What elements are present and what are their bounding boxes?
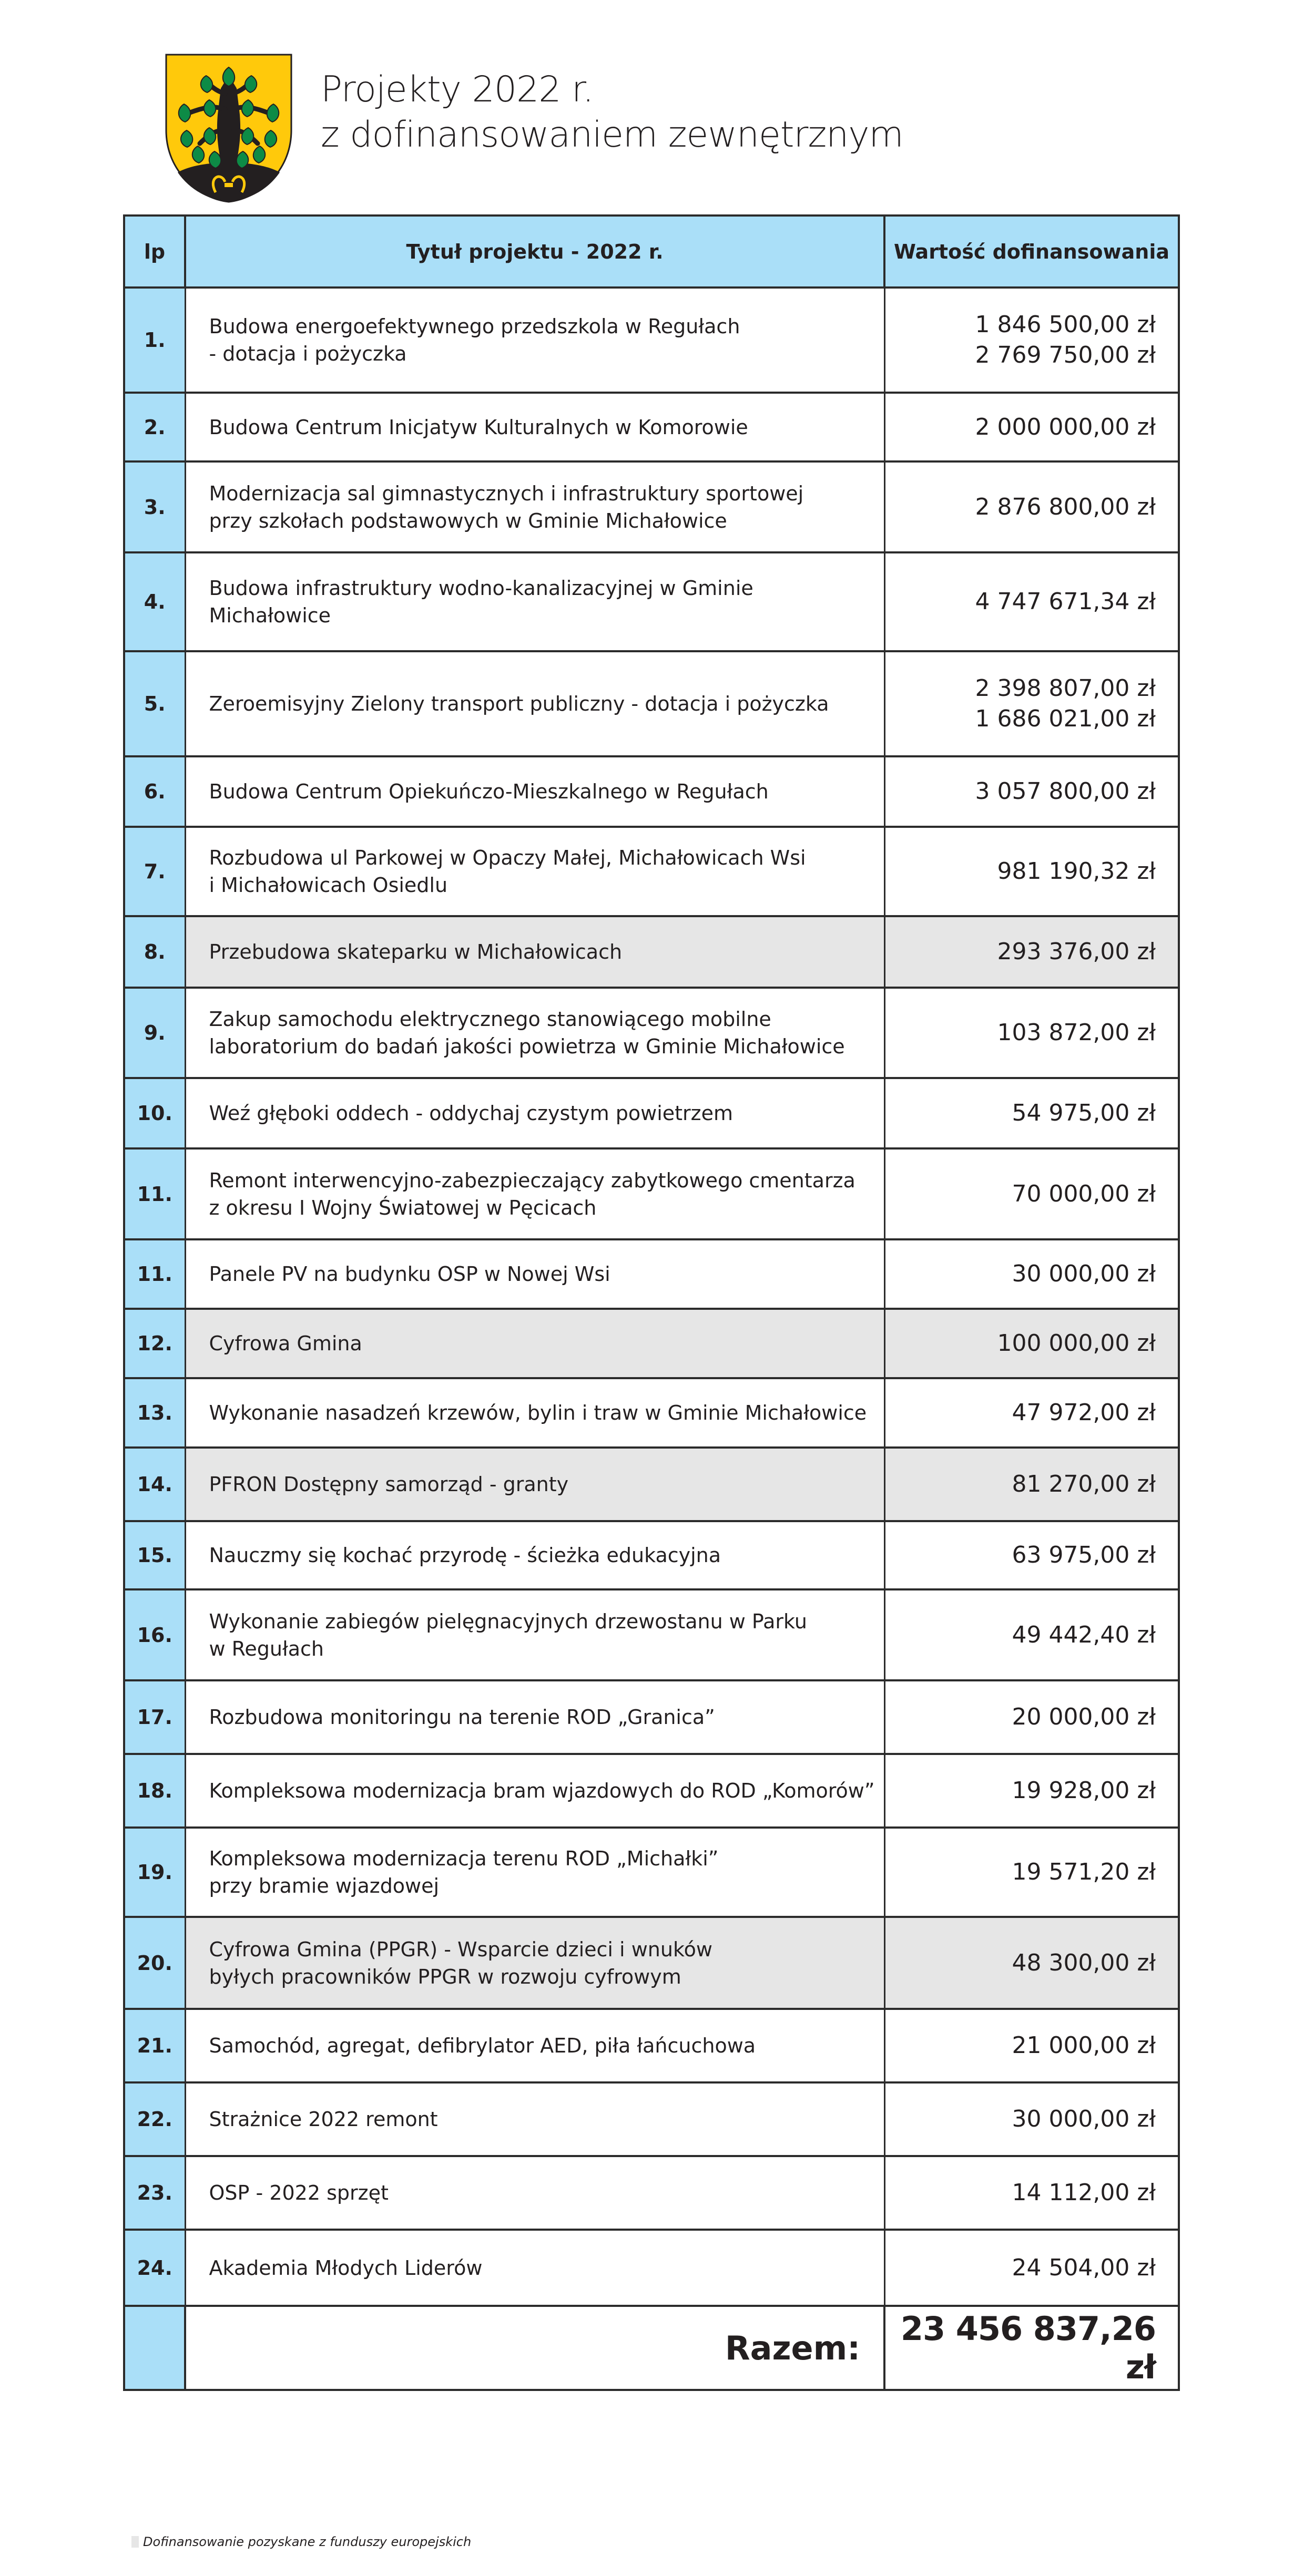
funding-amount: 100 000,00 zł: [997, 1330, 1156, 1357]
project-title: [185, 827, 884, 916]
funding-amount: 103 872,00 zł: [997, 1019, 1156, 1046]
funding-amount: 70 000,00 zł: [1012, 1180, 1156, 1207]
total-value: 23 456 837,26 zł: [884, 2306, 1179, 2390]
table-row: [124, 916, 1179, 988]
project-title-line: laboratorium do badań jakości powietrza w Gminie Michałowice: [209, 1035, 845, 1058]
project-title-line: Zeroemisyjny Zielony transport publiczny - dotacja i pożyczka: [209, 692, 829, 715]
project-title-line: Przebudowa skateparku w Michałowicach: [209, 940, 623, 963]
row-number: 8.: [124, 916, 185, 988]
total-label: Razem:: [185, 2306, 884, 2390]
project-title: [185, 288, 884, 393]
table-header-row: [124, 215, 1179, 288]
row-number: 7.: [124, 827, 185, 916]
project-title: [185, 461, 884, 552]
column-header-value: Wartość dofinansowania: [884, 215, 1179, 288]
table-row: [124, 461, 1179, 552]
project-title-line: w Regułach: [209, 1637, 324, 1660]
title-line-1: Projekty 2022 r.: [321, 69, 594, 110]
table-row: [124, 827, 1179, 916]
row-number: 5.: [124, 651, 185, 756]
column-header-title: Tytuł projektu - 2022 r.: [185, 215, 884, 288]
funding-value: [884, 1521, 1179, 1589]
funding-value: [884, 393, 1179, 461]
funding-amount: 21 000,00 zł: [1012, 2032, 1156, 2059]
project-title-line: Budowa infrastruktury wodno-kanalizacyjnej w Gminie: [209, 577, 753, 600]
table-row: [124, 288, 1179, 393]
funding-value: [884, 552, 1179, 651]
project-title-line: Rozbudowa monitoringu na terenie ROD „Granica”: [209, 1706, 715, 1729]
table-row: [124, 988, 1179, 1078]
funding-amount: 49 442,40 zł: [1012, 1621, 1156, 1648]
funding-amount: 20 000,00 zł: [1012, 1703, 1156, 1730]
row-number: 17.: [124, 1680, 185, 1754]
project-title: [185, 988, 884, 1078]
table-row: [124, 1521, 1179, 1589]
funding-amount: 293 376,00 zł: [997, 938, 1156, 965]
funding-value: [884, 756, 1179, 827]
table-row: [124, 756, 1179, 827]
title-line-2: z dofinansowaniem zewnętrznym: [321, 114, 903, 156]
funding-value: [884, 1680, 1179, 1754]
table-row: [124, 1078, 1179, 1148]
project-title: [185, 552, 884, 651]
funding-value: [884, 827, 1179, 916]
table-row: [124, 393, 1179, 461]
funding-value: [884, 1448, 1179, 1521]
funding-amount: 1 846 500,00 zł: [975, 311, 1156, 338]
table-row: [124, 1917, 1179, 2009]
table-row: [124, 2082, 1179, 2156]
funding-amount: 3 057 800,00 zł: [975, 778, 1156, 805]
table-row: [124, 1148, 1179, 1239]
project-title-line: OSP - 2022 sprzęt: [209, 2181, 389, 2204]
funding-value: [884, 1148, 1179, 1239]
row-number: 11.: [124, 1239, 185, 1309]
project-title-line: Nauczmy się kochać przyrodę - ścieżka edukacyjna: [209, 1544, 721, 1567]
row-number: 24.: [124, 2230, 185, 2306]
project-title: [185, 393, 884, 461]
funding-value: [884, 1754, 1179, 1828]
row-number: 1.: [124, 288, 185, 393]
table-row: [124, 1448, 1179, 1521]
table-row: [124, 1828, 1179, 1917]
funding-value: [884, 2230, 1179, 2306]
row-number: 18.: [124, 1754, 185, 1828]
project-title-line: przy bramie wjazdowej: [209, 1874, 440, 1897]
page-header: [163, 52, 1162, 204]
project-title: [185, 1521, 884, 1589]
project-title-line: Kompleksowa modernizacja bram wjazdowych do ROD „Komorów”: [209, 1779, 875, 1802]
funding-amount: 30 000,00 zł: [1012, 2106, 1156, 2132]
project-title-line: Cyfrowa Gmina: [209, 1332, 362, 1355]
project-title-line: Weź głęboki oddech - oddychaj czystym powietrzem: [209, 1102, 733, 1125]
row-number: 16.: [124, 1589, 185, 1680]
project-title-line: byłych pracowników PPGR w rozwoju cyfrowym: [209, 1965, 681, 1988]
funding-amount: 30 000,00 zł: [1012, 1260, 1156, 1287]
funding-value: [884, 651, 1179, 756]
project-title: [185, 1239, 884, 1309]
project-title: [185, 1680, 884, 1754]
funding-amount: 2 000 000,00 zł: [975, 413, 1156, 440]
project-title-line: Michałowice: [209, 604, 331, 627]
project-title: [185, 1378, 884, 1448]
project-title: [185, 1448, 884, 1521]
funding-value: [884, 288, 1179, 393]
project-title-line: przy szkołach podstawowych w Gminie Michałowice: [209, 509, 727, 532]
row-number: 9.: [124, 988, 185, 1078]
funding-amount: 2 398 807,00 zł: [975, 675, 1156, 702]
project-title-line: PFRON Dostępny samorząd - granty: [209, 1473, 569, 1496]
project-title-line: Wykonanie zabiegów pielęgnacyjnych drzewostanu w Parku: [209, 1609, 807, 1633]
funding-value: [884, 1828, 1179, 1917]
project-title-line: Samochód, agregat, defibrylator AED, piła łańcuchowa: [209, 2034, 756, 2057]
project-title-line: Budowa Centrum Inicjatyw Kulturalnych w Komorowie: [209, 415, 748, 439]
table-row: [124, 1309, 1179, 1378]
project-title: [185, 1148, 884, 1239]
project-title-line: Remont interwencyjno-zabezpieczający zabytkowego cmentarza: [209, 1168, 855, 1192]
project-title-line: Cyfrowa Gmina (PPGR) - Wsparcie dzieci i wnuków: [209, 1937, 712, 1961]
table-row: [124, 1754, 1179, 1828]
funding-amount: 14 112,00 zł: [1012, 2179, 1156, 2206]
row-number: 15.: [124, 1521, 185, 1589]
legend-swatch: [131, 2536, 139, 2548]
funding-value: [884, 916, 1179, 988]
project-title: [185, 1754, 884, 1828]
funding-value: [884, 1239, 1179, 1309]
table-row: [124, 1378, 1179, 1448]
funding-amount: 2 769 750,00 zł: [975, 342, 1156, 368]
funding-value: [884, 1917, 1179, 2009]
row-number: 4.: [124, 552, 185, 651]
funding-amount: 81 270,00 zł: [1012, 1471, 1156, 1497]
project-title: [185, 2230, 884, 2306]
funding-value: [884, 461, 1179, 552]
project-title: [185, 756, 884, 827]
project-title: [185, 1078, 884, 1148]
funding-value: [884, 1378, 1179, 1448]
row-number: 3.: [124, 461, 185, 552]
project-title-line: Zakup samochodu elektrycznego stanowiącego mobilne: [209, 1008, 771, 1031]
funding-amount: 1 686 021,00 zł: [975, 705, 1156, 732]
projects-table: [123, 214, 1180, 2391]
table-row: [124, 1239, 1179, 1309]
table-row: [124, 2230, 1179, 2306]
project-title-line: Budowa energoefektywnego przedszkola w Regułach: [209, 315, 740, 338]
legend: [131, 2534, 471, 2549]
table-body: [124, 288, 1179, 2390]
row-number: 10.: [124, 1078, 185, 1148]
project-title-line: Wykonanie nasadzeń krzewów, bylin i traw w Gminie Michałowice: [209, 1401, 867, 1424]
funding-amount: 4 747 671,34 zł: [975, 588, 1156, 615]
total-row: [124, 2306, 1179, 2390]
project-title: [185, 916, 884, 988]
table-row: [124, 1589, 1179, 1680]
row-number: 13.: [124, 1378, 185, 1448]
column-header-lp: lp: [124, 215, 185, 288]
coat-of-arms-icon: [163, 52, 294, 204]
funding-amount: 48 300,00 zł: [1012, 1949, 1156, 1976]
project-title: [185, 2156, 884, 2230]
project-title-line: Strażnice 2022 remont: [209, 2108, 438, 2131]
row-number: 20.: [124, 1917, 185, 2009]
project-title: [185, 1309, 884, 1378]
row-number: 2.: [124, 393, 185, 461]
row-number: 23.: [124, 2156, 185, 2230]
project-title: [185, 1589, 884, 1680]
funding-amount: 54 975,00 zł: [1012, 1100, 1156, 1126]
project-title: [185, 2082, 884, 2156]
funding-amount: 19 928,00 zł: [1012, 1777, 1156, 1804]
project-title-line: Kompleksowa modernizacja terenu ROD „Michałki”: [209, 1847, 719, 1870]
row-number: 6.: [124, 756, 185, 827]
page-title: [321, 67, 903, 158]
project-title-line: - dotacja i pożyczka: [209, 342, 407, 365]
project-title-line: z okresu I Wojny Światowej w Pęcicach: [209, 1196, 597, 1219]
project-title: [185, 2009, 884, 2082]
project-title-line: Budowa Centrum Opiekuńczo-Mieszkalnego w Regułach: [209, 780, 769, 803]
funding-value: [884, 2156, 1179, 2230]
funding-amount: 63 975,00 zł: [1012, 1542, 1156, 1568]
table-row: [124, 552, 1179, 651]
row-number: 11.: [124, 1148, 185, 1239]
funding-value: [884, 2082, 1179, 2156]
funding-amount: 2 876 800,00 zł: [975, 493, 1156, 520]
project-title: [185, 651, 884, 756]
funding-value: [884, 988, 1179, 1078]
row-number: 22.: [124, 2082, 185, 2156]
funding-value: [884, 1309, 1179, 1378]
project-title-line: Rozbudowa ul Parkowej w Opaczy Małej, Michałowicach Wsi: [209, 846, 806, 869]
table-row: [124, 2009, 1179, 2082]
total-lp-cell: [124, 2306, 185, 2390]
row-number: 14.: [124, 1448, 185, 1521]
legend-text: Dofinansowanie pozyskane z funduszy europejskich: [143, 2534, 472, 2549]
funding-value: [884, 1589, 1179, 1680]
funding-value: [884, 1078, 1179, 1148]
funding-amount: 981 190,32 zł: [997, 858, 1156, 885]
funding-amount: 24 504,00 zł: [1012, 2254, 1156, 2281]
table-row: [124, 2156, 1179, 2230]
row-number: 12.: [124, 1309, 185, 1378]
funding-amount: 47 972,00 zł: [1012, 1399, 1156, 1426]
funding-amount: 19 571,20 zł: [1012, 1859, 1156, 1885]
table-row: [124, 651, 1179, 756]
funding-value: [884, 2009, 1179, 2082]
table-row: [124, 1680, 1179, 1754]
project-title-line: Panele PV na budynku OSP w Nowej Wsi: [209, 1263, 610, 1286]
project-title-line: Modernizacja sal gimnastycznych i infrastruktury sportowej: [209, 481, 804, 505]
row-number: 21.: [124, 2009, 185, 2082]
project-title: [185, 1917, 884, 2009]
project-title: [185, 1828, 884, 1917]
project-title-line: Akademia Młodych Liderów: [209, 2256, 483, 2280]
row-number: 19.: [124, 1828, 185, 1917]
project-title-line: i Michałowicach Osiedlu: [209, 874, 448, 897]
